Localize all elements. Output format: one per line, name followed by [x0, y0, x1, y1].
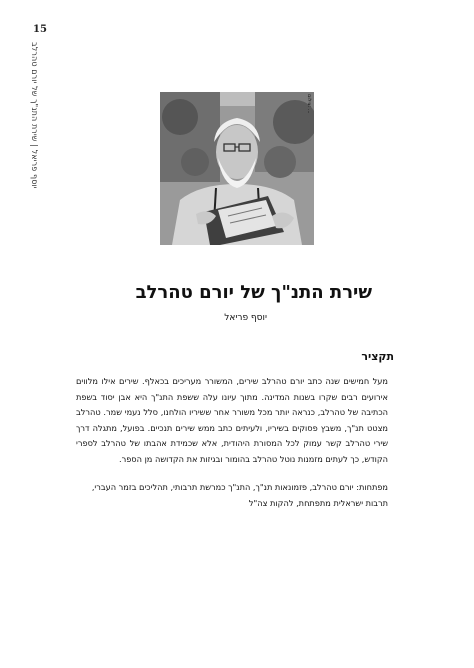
page-number: 15: [33, 24, 47, 35]
author-portrait-image: [160, 92, 314, 245]
author-photo: [160, 92, 314, 245]
keywords-text: מפתחות: יורם טהרלב, פזמונאות תנ"ך, התנ"ך כמרשת תרבותי, תהליכים בזמר העברי, תרבות ישראלית מתפתחת, להקות צה"ל: [91, 482, 388, 508]
abstract-heading: תקציר: [361, 350, 394, 363]
article-author: יוסף פריאל: [224, 313, 267, 323]
photo-credit: צילום: ...: [306, 94, 312, 114]
article-title: שירת התנ"ך של יורם טהרלב: [135, 282, 372, 303]
abstract-text: מעל חמישים שנה כתב יורם טהרלב שירים, המשורר מעריכים בכאלף. שירים אילו מלווים אירועים רבים שקרו בשנות המדינה. מתוך עיונו עלה ששפת התנ"ך היא אבן יסוד בשפת הכתיבה של טהרלב, כנראה יותר מכל משורר אחר ששיריו הולחנו, סלל נעמי שמר. טהרלב מצטט תנ"ך, משבץ פסוקים בשיריו, ולעיתים כתב ממש שירים תנכיים. בפועל, מתגלה דרך שירי טהרלב קשר עמוק לכל המסורת היהודית, אלא שכמידת אהבתו של טהרלב לספרי הקודש, כך לעתים מזמנות נוטל טהרלב בהומור ובגיזות את הקדושה מן הספר.: [76, 376, 388, 464]
running-header: יוסף פריאל | שירת התנ"ך של יורם טהרלב: [30, 42, 39, 189]
